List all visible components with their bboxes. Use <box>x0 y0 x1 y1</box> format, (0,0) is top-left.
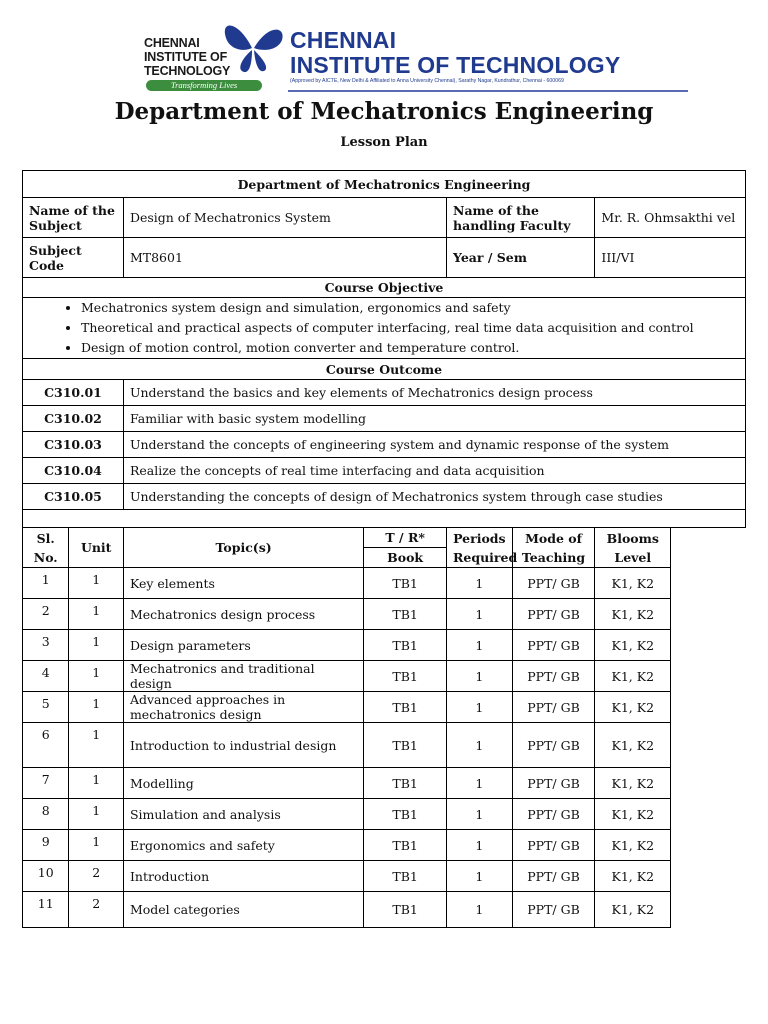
subject-code-label: Subject Code <box>23 238 124 278</box>
topic-cell: Introduction to industrial design <box>123 723 363 768</box>
blooms-cell: K1, K2 <box>595 568 671 599</box>
sl-no-cell: 10 <box>23 861 69 892</box>
info-row <box>23 238 746 278</box>
year-sem-value: III/VI <box>595 238 746 278</box>
sl-no-cell: 1 <box>23 568 69 599</box>
book-cell: TB1 <box>364 830 447 861</box>
periods-cell: 1 <box>447 723 513 768</box>
blooms-cell: K1, K2 <box>595 661 671 692</box>
mode-cell: PPT/ GB <box>512 799 595 830</box>
periods-cell: 1 <box>447 630 513 661</box>
mode-cell: PPT/ GB <box>512 830 595 861</box>
institute-name: CHENNAI INSTITUTE OF TECHNOLOGY <box>290 27 621 78</box>
unit-cell: 1 <box>69 830 124 861</box>
unit-cell: 1 <box>69 661 124 692</box>
outcome-text: Understand the concepts of engineering system and dynamic response of the system <box>123 432 745 458</box>
periods-cell: 1 <box>447 892 513 928</box>
info-heading: Department of Mechatronics Engineering <box>23 171 746 198</box>
objective-heading-row <box>23 278 746 298</box>
periods-cell: 1 <box>447 568 513 599</box>
unit-cell: 1 <box>69 723 124 768</box>
header-divider <box>288 90 688 92</box>
sl-no-header: Sl. No. <box>23 528 69 568</box>
book-cell: TB1 <box>364 599 447 630</box>
list-item: • Mechatronics system design and simulation, ergonomics and safety <box>81 298 739 318</box>
subject-name-label: Name of the Subject <box>23 198 124 238</box>
butterfly-icon <box>218 18 288 76</box>
unit-cell: 1 <box>69 799 124 830</box>
table-row <box>23 661 746 692</box>
unit-cell: 1 <box>69 599 124 630</box>
table-row <box>23 723 746 768</box>
outcome-row <box>23 380 746 406</box>
approval-line: (Approved by AICTE, New Delhi & Affiliated to Anna University Chennai), Sarathy Nagar, Kundrathur, Chennai - 600069 <box>290 78 564 84</box>
outcome-text: Understand the basics and key elements of Mechatronics design process <box>123 380 745 406</box>
blooms-cell: K1, K2 <box>595 692 671 723</box>
objective-heading: Course Objective <box>23 278 746 298</box>
outcome-row <box>23 432 746 458</box>
mode-cell: PPT/ GB <box>512 661 595 692</box>
faculty-label: Name of the handling Faculty <box>447 198 595 238</box>
book-cell: TB1 <box>364 661 447 692</box>
unit-cell: 1 <box>69 568 124 599</box>
sl-no-cell: 2 <box>23 599 69 630</box>
table-row <box>23 599 746 630</box>
table-row <box>23 630 746 661</box>
institute-header <box>138 14 690 94</box>
topics-header-row <box>23 528 746 548</box>
book-header-top: T / R* <box>364 528 447 548</box>
faculty-value: Mr. R. Ohmsakthi vel <box>595 198 746 238</box>
mode-cell: PPT/ GB <box>512 599 595 630</box>
blooms-cell: K1, K2 <box>595 861 671 892</box>
page-title: Department of Mechatronics Engineering <box>114 98 654 125</box>
topic-cell: Model categories <box>123 892 363 928</box>
topic-header: Topic(s) <box>123 528 363 568</box>
unit-cell: 1 <box>69 768 124 799</box>
logo-wordmark: CHENNAI INSTITUTE OF TECHNOLOGY <box>144 36 231 78</box>
sl-no-cell: 4 <box>23 661 69 692</box>
blooms-cell: K1, K2 <box>595 799 671 830</box>
table-row <box>23 892 746 928</box>
subject-name-value: Design of Mechatronics System <box>123 198 446 238</box>
list-item: • Design of motion control, motion converter and temperature control. <box>81 338 739 358</box>
outcome-text: Familiar with basic system modelling <box>123 406 745 432</box>
periods-cell: 1 <box>447 830 513 861</box>
periods-cell: 1 <box>447 661 513 692</box>
info-row <box>23 198 746 238</box>
outcome-text: Realize the concepts of real time interfacing and data acquisition <box>123 458 745 484</box>
mode-header: Mode of Teaching <box>512 528 595 568</box>
book-cell: TB1 <box>364 861 447 892</box>
spacer-row <box>23 510 746 528</box>
topic-cell: Modelling <box>123 768 363 799</box>
outcome-row <box>23 458 746 484</box>
topic-cell: Simulation and analysis <box>123 799 363 830</box>
mode-cell: PPT/ GB <box>512 568 595 599</box>
mode-cell: PPT/ GB <box>512 768 595 799</box>
book-cell: TB1 <box>364 892 447 928</box>
institute-logo <box>138 18 288 90</box>
book-cell: TB1 <box>364 630 447 661</box>
blooms-cell: K1, K2 <box>595 630 671 661</box>
book-cell: TB1 <box>364 799 447 830</box>
objective-list <box>29 298 739 358</box>
unit-header: Unit <box>69 528 124 568</box>
outcome-heading: Course Outcome <box>23 359 746 380</box>
book-cell: TB1 <box>364 568 447 599</box>
topic-cell: Advanced approaches in mechatronics design <box>123 692 363 723</box>
mode-cell: PPT/ GB <box>512 892 595 928</box>
outcome-code: C310.05 <box>23 484 124 510</box>
periods-cell: 1 <box>447 861 513 892</box>
sl-no-cell: 7 <box>23 768 69 799</box>
periods-cell: 1 <box>447 692 513 723</box>
outcome-code: C310.01 <box>23 380 124 406</box>
blooms-cell: K1, K2 <box>595 768 671 799</box>
table-row <box>23 692 746 723</box>
logo-tagline: Transforming Lives <box>146 80 262 91</box>
book-cell: TB1 <box>364 723 447 768</box>
unit-cell: 2 <box>69 892 124 928</box>
mode-cell: PPT/ GB <box>512 861 595 892</box>
table-row <box>23 568 746 599</box>
outcome-code: C310.04 <box>23 458 124 484</box>
list-item: • Theoretical and practical aspects of computer interfacing, real time data acquisition and control <box>81 318 739 338</box>
blooms-cell: K1, K2 <box>595 830 671 861</box>
topics-body <box>23 568 746 928</box>
outcome-row <box>23 406 746 432</box>
table-row <box>23 799 746 830</box>
blooms-cell: K1, K2 <box>595 892 671 928</box>
outcome-code: C310.02 <box>23 406 124 432</box>
sl-no-cell: 9 <box>23 830 69 861</box>
periods-cell: 1 <box>447 799 513 830</box>
topic-cell: Ergonomics and safety <box>123 830 363 861</box>
mode-cell: PPT/ GB <box>512 630 595 661</box>
outcome-heading-row <box>23 359 746 380</box>
sl-no-cell: 8 <box>23 799 69 830</box>
subject-code-value: MT8601 <box>123 238 446 278</box>
sl-no-cell: 5 <box>23 692 69 723</box>
blooms-cell: K1, K2 <box>595 723 671 768</box>
page-subtitle: Lesson Plan <box>340 135 428 150</box>
year-sem-label: Year / Sem <box>447 238 595 278</box>
unit-cell: 2 <box>69 861 124 892</box>
info-heading-row <box>23 171 746 198</box>
sl-no-cell: 6 <box>23 723 69 768</box>
lesson-plan-table <box>22 170 746 928</box>
blooms-header: Blooms Level <box>595 528 671 568</box>
outcome-row <box>23 484 746 510</box>
table-row <box>23 861 746 892</box>
sl-no-cell: 3 <box>23 630 69 661</box>
mode-cell: PPT/ GB <box>512 692 595 723</box>
table-row <box>23 830 746 861</box>
blooms-cell: K1, K2 <box>595 599 671 630</box>
outcome-code: C310.03 <box>23 432 124 458</box>
topic-cell: Design parameters <box>123 630 363 661</box>
outcome-text: Understanding the concepts of design of Mechatronics system through case studies <box>123 484 745 510</box>
periods-header: Periods Required <box>447 528 513 568</box>
book-cell: TB1 <box>364 692 447 723</box>
mode-cell: PPT/ GB <box>512 723 595 768</box>
objective-row <box>23 298 746 359</box>
periods-cell: 1 <box>447 768 513 799</box>
unit-cell: 1 <box>69 692 124 723</box>
book-cell: TB1 <box>364 768 447 799</box>
table-row <box>23 768 746 799</box>
periods-cell: 1 <box>447 599 513 630</box>
book-header-bottom: Book <box>364 548 447 568</box>
unit-cell: 1 <box>69 630 124 661</box>
sl-no-cell: 11 <box>23 892 69 928</box>
topic-cell: Introduction <box>123 861 363 892</box>
topic-cell: Key elements <box>123 568 363 599</box>
topic-cell: Mechatronics design process <box>123 599 363 630</box>
topic-cell: Mechatronics and traditional design <box>123 661 363 692</box>
